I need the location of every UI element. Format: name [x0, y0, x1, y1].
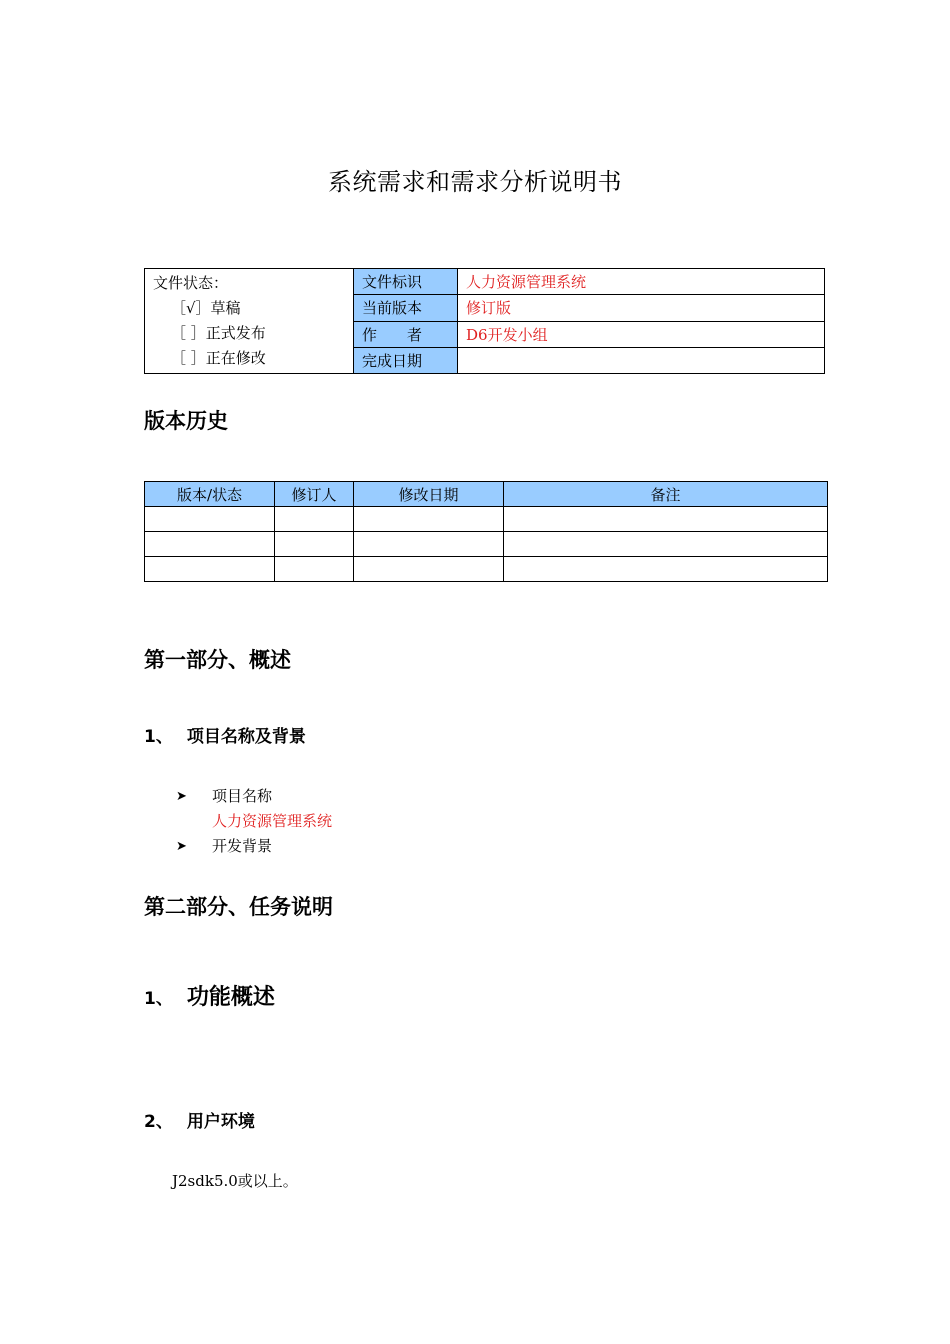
file-id-value: 人力资源管理系统 — [458, 269, 825, 295]
arrow-bullet-icon: ➤ — [176, 839, 187, 854]
table-cell — [354, 557, 504, 582]
file-id-label: 文件标识 — [354, 269, 458, 295]
table-cell — [504, 532, 828, 557]
part1-bullet-list — [176, 784, 332, 859]
table-cell — [145, 507, 275, 532]
table-cell — [354, 532, 504, 557]
part2-sub1-title: 功能概述 — [186, 985, 275, 1010]
status-option-draft: ［√］草稿 — [171, 299, 241, 317]
table-row — [145, 507, 828, 532]
col-header-date: 修改日期 — [354, 482, 504, 507]
completion-date-label: 完成日期 — [354, 347, 458, 373]
version-history-heading: 版本历史 — [144, 409, 228, 433]
part1-sub1-number: 1、 — [144, 727, 173, 747]
file-status-label: 文件状态： — [153, 274, 229, 292]
current-version-value: 修订版 — [458, 295, 825, 321]
status-option-editing: ［ ］正在修改 — [171, 349, 266, 367]
bullet-label-project-name: 项目名称 — [212, 787, 273, 805]
project-name-value: 人力资源管理系统 — [212, 812, 333, 830]
file-status-cell — [145, 269, 354, 374]
arrow-bullet-icon: ➤ — [176, 789, 187, 804]
document-info-table — [144, 268, 825, 374]
completion-date-value — [458, 347, 825, 373]
col-header-remarks: 备注 — [504, 482, 828, 507]
part2-sub1-number: 1、 — [144, 989, 173, 1009]
part2-sub2-title: 用户环境 — [186, 1112, 255, 1132]
part2-heading: 第二部分、任务说明 — [144, 895, 333, 919]
part1-sub1-title: 项目名称及背景 — [186, 727, 306, 747]
part2-sub2-number: 2、 — [144, 1112, 173, 1132]
table-cell — [504, 507, 828, 532]
bullet-label-background: 开发背景 — [212, 837, 273, 855]
author-label: 作 者 — [354, 321, 458, 347]
part1-sub1-heading — [144, 722, 306, 747]
document-title: 系统需求和需求分析说明书 — [328, 168, 622, 196]
table-cell — [275, 532, 354, 557]
version-history-table — [144, 481, 828, 582]
list-item — [176, 784, 332, 809]
col-header-reviser: 修订人 — [275, 482, 354, 507]
table-cell — [145, 532, 275, 557]
part1-heading: 第一部分、概述 — [144, 648, 291, 672]
list-item — [176, 834, 332, 859]
table-cell — [275, 557, 354, 582]
part2-sub1-heading — [144, 980, 275, 1011]
author-value: D6开发小组 — [458, 321, 825, 347]
table-row — [145, 557, 828, 582]
history-header-row — [145, 482, 828, 507]
col-header-version: 版本/状态 — [145, 482, 275, 507]
table-cell — [504, 557, 828, 582]
table-cell — [145, 557, 275, 582]
table-cell — [354, 507, 504, 532]
user-environment-text: J2sdk5.0或以上。 — [172, 1172, 298, 1190]
status-option-published: ［ ］正式发布 — [171, 324, 266, 342]
table-cell — [275, 507, 354, 532]
part2-sub2-heading — [144, 1107, 255, 1132]
table-row — [145, 532, 828, 557]
current-version-label: 当前版本 — [354, 295, 458, 321]
